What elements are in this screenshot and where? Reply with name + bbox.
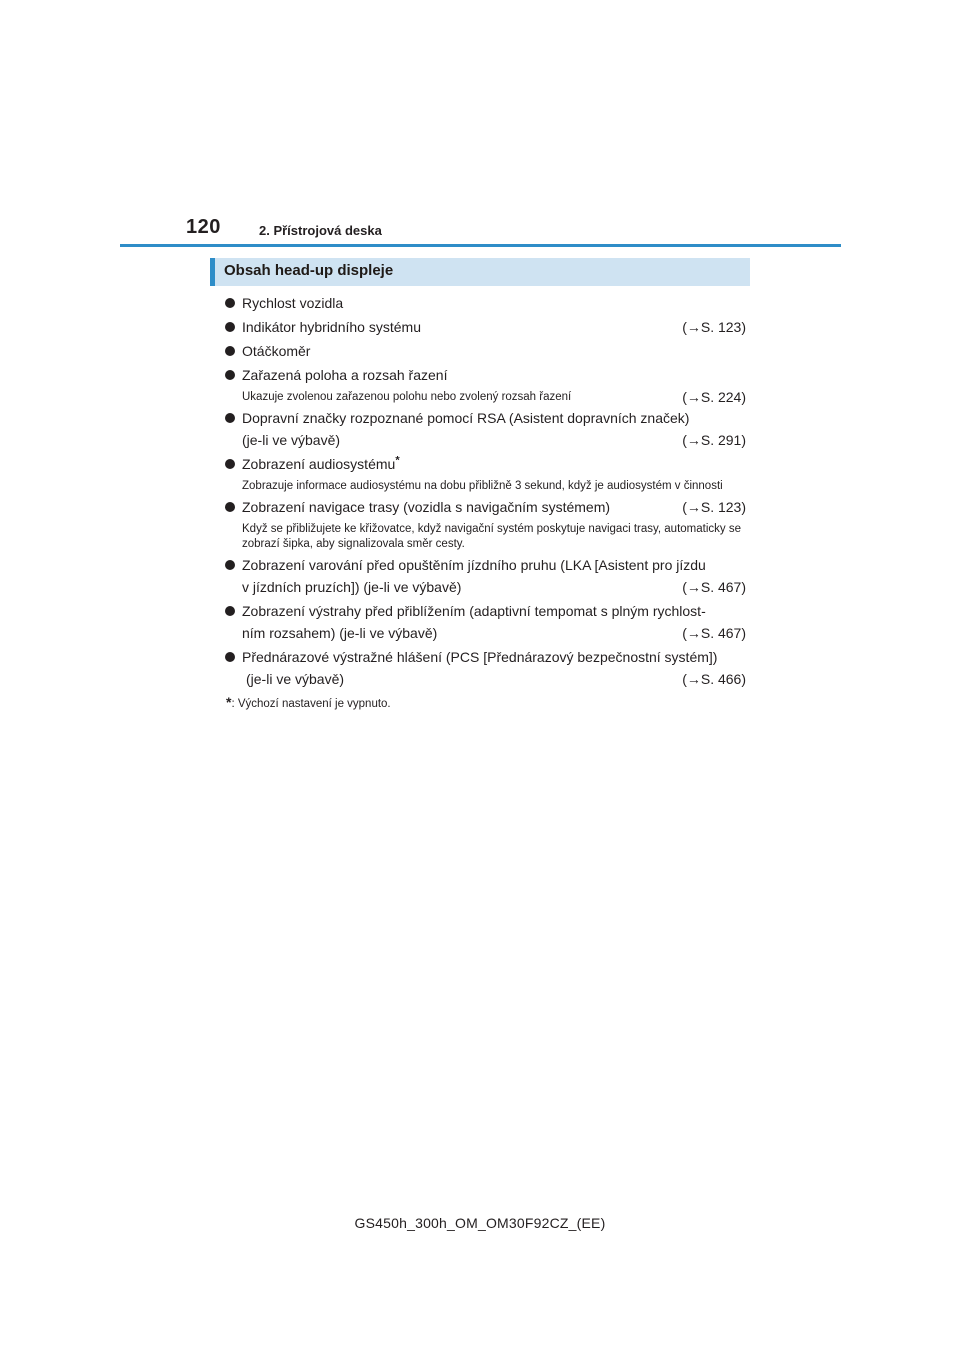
item-text-continued: (je-li ve výbavě)	[246, 671, 345, 687]
footnote	[224, 694, 746, 712]
bullet-icon	[225, 322, 235, 332]
page-reference[interactable]: (→S. 466)	[682, 671, 746, 687]
item-note	[224, 522, 746, 552]
bullet-icon	[225, 606, 235, 616]
item-note	[224, 390, 746, 405]
item-text: Zařazená poloha a rozsah řazení	[242, 367, 448, 383]
section-title: Obsah head-up displeje	[224, 262, 394, 279]
page-number: 120	[186, 216, 221, 238]
item-text: Otáčkoměr	[242, 343, 311, 359]
list-item	[224, 600, 746, 644]
bullet-icon	[225, 413, 235, 423]
page-reference[interactable]: (→S. 224)	[682, 389, 746, 405]
page-reference[interactable]: (→S. 291)	[682, 432, 746, 448]
bullet-icon	[225, 459, 235, 469]
item-text-continued: v jízdních pruzích]) (je-li ve výbavě)	[242, 579, 462, 595]
section-heading	[210, 258, 750, 286]
list-item	[224, 407, 746, 451]
bullet-icon	[225, 652, 235, 662]
chapter-title: 2. Přístrojová deska	[259, 223, 382, 238]
item-text-continued: ním rozsahem) (je-li ve výbavě)	[242, 625, 438, 641]
header-rule	[120, 244, 841, 247]
section-accent-bar	[210, 258, 215, 286]
footnote-marker: *	[395, 454, 400, 467]
page-reference[interactable]: (→S. 123)	[682, 319, 746, 335]
item-text: Indikátor hybridního systému	[242, 319, 421, 335]
item-text: Přednárazové výstražné hlášení (PCS [Přednárazový bezpečnostní systém])	[242, 649, 718, 665]
list-item	[224, 554, 746, 598]
note-text: Když se přibližujete ke křižovatce, když navigační systém poskytuje navigaci trasy, automaticky se zobrazí šipka, aby signalizovala směr cesty.	[242, 523, 741, 550]
page-reference[interactable]: (→S. 123)	[682, 499, 746, 515]
page-reference[interactable]: (→S. 467)	[682, 579, 746, 595]
footnote-text: : Výchozí nastavení je vypnuto.	[231, 698, 391, 710]
list-item	[224, 453, 746, 475]
item-text: Zobrazení audiosystému	[242, 456, 396, 472]
bullet-icon	[225, 346, 235, 356]
bullet-icon	[225, 560, 235, 570]
item-text: Zobrazení výstrahy před přiblížením (adaptivní tempomat s plným rychlost-	[242, 603, 706, 619]
list-item	[224, 316, 746, 338]
item-text: Rychlost vozidla	[242, 295, 344, 311]
list-item	[224, 292, 746, 314]
bullet-icon	[225, 298, 235, 308]
list-item	[224, 646, 746, 690]
bullet-icon	[225, 502, 235, 512]
note-text: Ukazuje zvolenou zařazenou polohu nebo zvolený rozsah řazení	[242, 391, 572, 403]
bullet-icon	[225, 370, 235, 380]
content-list	[224, 292, 746, 712]
list-item	[224, 340, 746, 362]
item-text-continued: (je-li ve výbavě)	[242, 432, 341, 448]
list-item	[224, 364, 746, 386]
page-reference[interactable]: (→S. 467)	[682, 625, 746, 641]
document-code: GS450h_300h_OM_OM30F92CZ_(EE)	[354, 1215, 606, 1231]
item-text: Zobrazení varování před opuštěním jízdního pruhu (LKA [Asistent pro jízdu	[242, 557, 706, 573]
item-text: Zobrazení navigace trasy (vozidla s navigačním systémem)	[242, 499, 611, 515]
item-note	[224, 479, 746, 494]
item-text: Dopravní značky rozpoznané pomocí RSA (Asistent dopravních značek)	[242, 410, 690, 426]
note-text: Zobrazuje informace audiosystému na dobu přibližně 3 sekund, když je audiosystém v činnosti	[242, 480, 723, 492]
footnote-star: *	[226, 694, 232, 710]
list-item	[224, 496, 746, 518]
